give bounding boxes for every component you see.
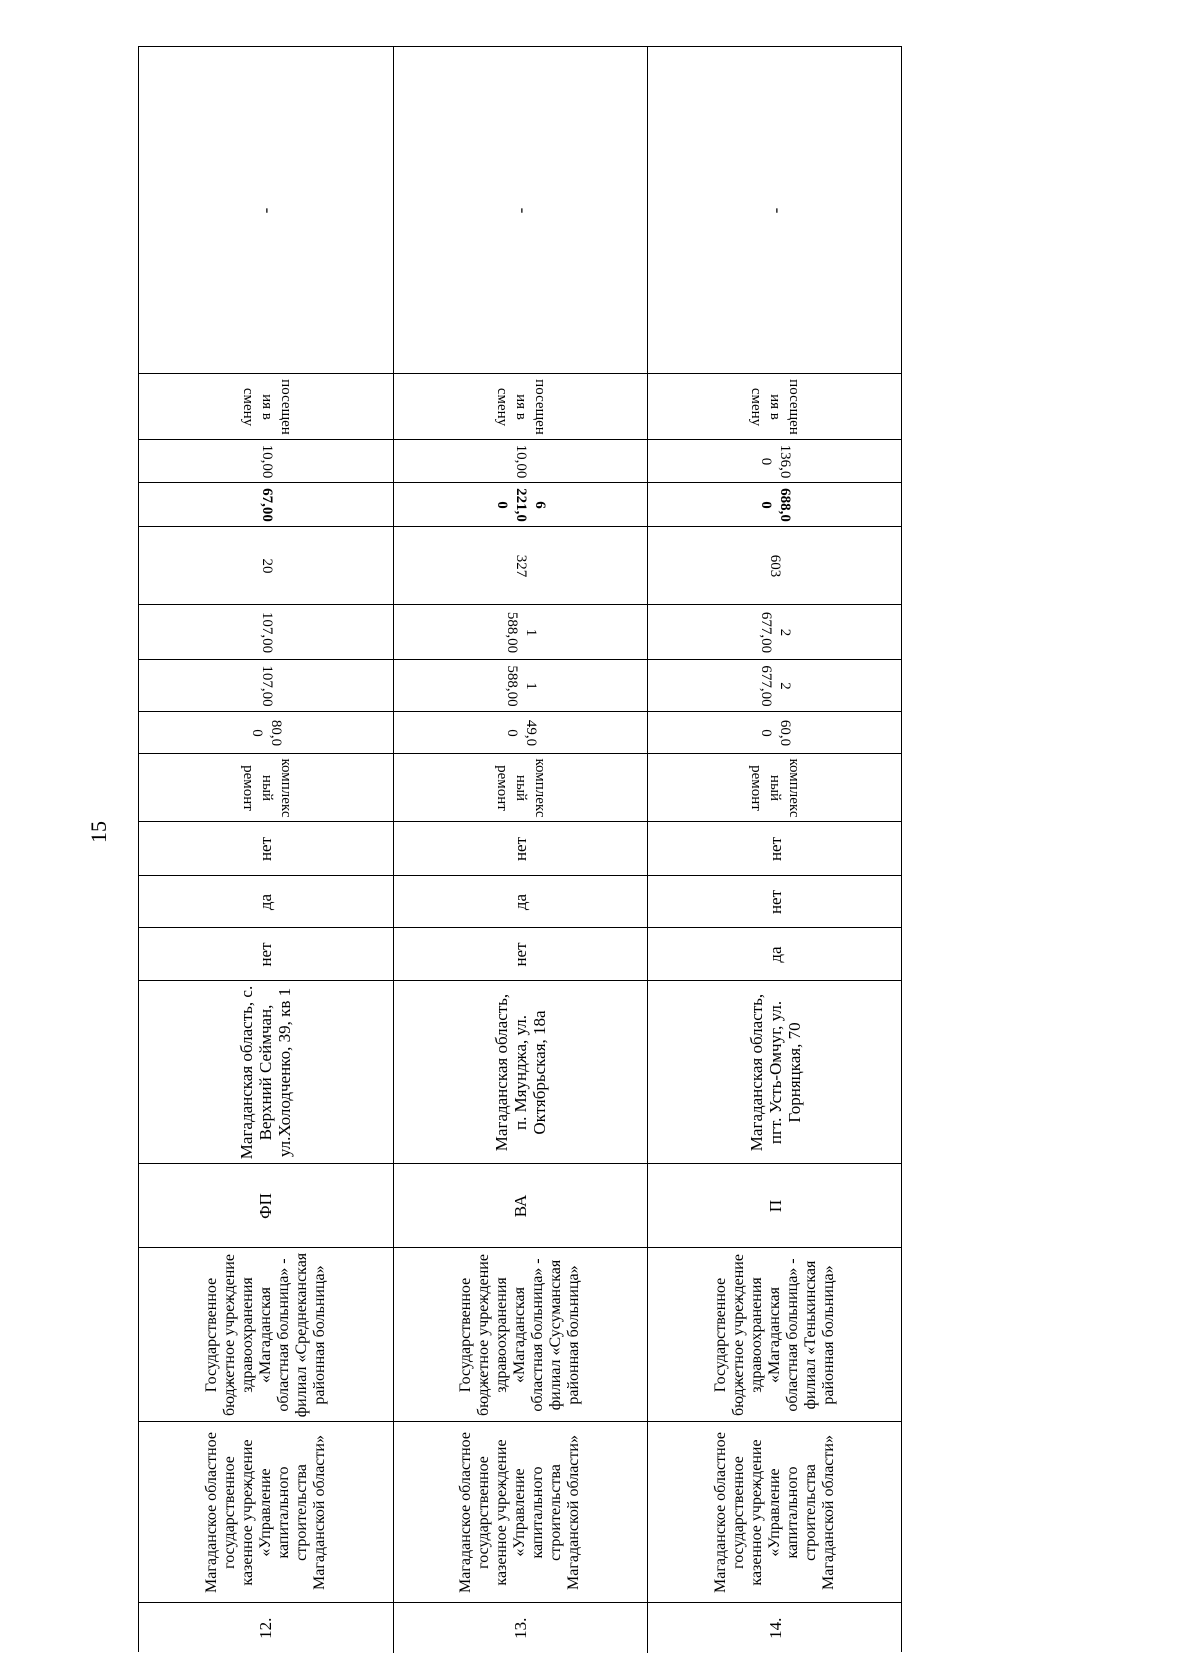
customer-cell: Магаданское областное государственное казенное учреждение «Управление капитального строительства Магаданской области» [393, 1422, 648, 1603]
note-cell: - [139, 47, 393, 374]
row-number: 13. [393, 1603, 648, 1653]
criterion-2-cell: да [393, 876, 648, 928]
address-cell: Магаданская область, п. Мяунджа, ул. Октябрьская, 18а [393, 981, 648, 1164]
facilities-table [139, 47, 902, 1653]
wear-percent-cell: 60,00 [648, 712, 902, 754]
facility-type-cell: ВА [393, 1164, 648, 1248]
criterion-1-cell: нет [393, 928, 648, 981]
address-cell: Магаданская область, с. Верхний Сеймчан, ул.Холодченко, 39, кв 1 [139, 981, 393, 1164]
work-type-cell: комплексный ремонт [648, 754, 902, 822]
cost-cell: 6 221,00 [393, 483, 648, 527]
facility-type-cell: ФП [139, 1164, 393, 1248]
criterion-2-cell: да [139, 876, 393, 928]
row-number: 12. [139, 1603, 393, 1653]
facilities-table-frame [138, 46, 902, 1652]
address-cell: Магаданская область, пгт. Усть-Омчуг, ул. Горняцкая, 70 [648, 981, 902, 1164]
criterion-3-cell: нет [393, 822, 648, 876]
criterion-3-cell: нет [139, 822, 393, 876]
institution-cell: Государственное бюджетное учреждение здравоохранения «Магаданская областная больница» - филиал «Сусуманская районная больница» [393, 1248, 648, 1422]
total-area-cell: 2 677,00 [648, 660, 902, 712]
repair-area-cell: 1 588,00 [393, 605, 648, 660]
capacity-unit-cell: посещения в смену [648, 374, 902, 440]
total-area-cell: 107,00 [139, 660, 393, 712]
table-row [139, 47, 393, 1653]
facility-type-cell: П [648, 1164, 902, 1248]
table-row [393, 47, 648, 1653]
population-cell: 603 [648, 527, 902, 605]
criterion-3-cell: нет [648, 822, 902, 876]
criterion-2-cell: нет [648, 876, 902, 928]
row-number: 14. [648, 1603, 902, 1653]
criterion-1-cell: нет [139, 928, 393, 981]
capacity-unit-cell: посещения в смену [139, 374, 393, 440]
capacity-cell: 10,00 [393, 440, 648, 483]
total-area-cell: 1 588,00 [393, 660, 648, 712]
cost-cell: 688,00 [648, 483, 902, 527]
wear-percent-cell: 49,00 [393, 712, 648, 754]
note-cell: - [393, 47, 648, 374]
note-cell: - [648, 47, 902, 374]
capacity-cell: 136,00 [648, 440, 902, 483]
repair-area-cell: 2 677,00 [648, 605, 902, 660]
capacity-cell: 10,00 [139, 440, 393, 483]
work-type-cell: комплексный ремонт [393, 754, 648, 822]
cost-cell: 67,00 [139, 483, 393, 527]
institution-cell: Государственное бюджетное учреждение здравоохранения «Магаданская областная больница» - филиал «Среднеканская районная больница» [139, 1248, 393, 1422]
customer-cell: Магаданское областное государственное казенное учреждение «Управление капитального строительства Магаданской области» [648, 1422, 902, 1603]
population-cell: 20 [139, 527, 393, 605]
repair-area-cell: 107,00 [139, 605, 393, 660]
population-cell: 327 [393, 527, 648, 605]
capacity-unit-cell: посещения в смену [393, 374, 648, 440]
institution-cell: Государственное бюджетное учреждение здравоохранения «Магаданская областная больница» - филиал «Тенькинская районная больница» [648, 1248, 902, 1422]
customer-cell: Магаданское областное государственное казенное учреждение «Управление капитального строительства Магаданской области» [139, 1422, 393, 1603]
page-number: 15 [79, 817, 119, 847]
criterion-1-cell: да [648, 928, 902, 981]
work-type-cell: комплексный ремонт [139, 754, 393, 822]
wear-percent-cell: 80,00 [139, 712, 393, 754]
table-row [648, 47, 902, 1653]
